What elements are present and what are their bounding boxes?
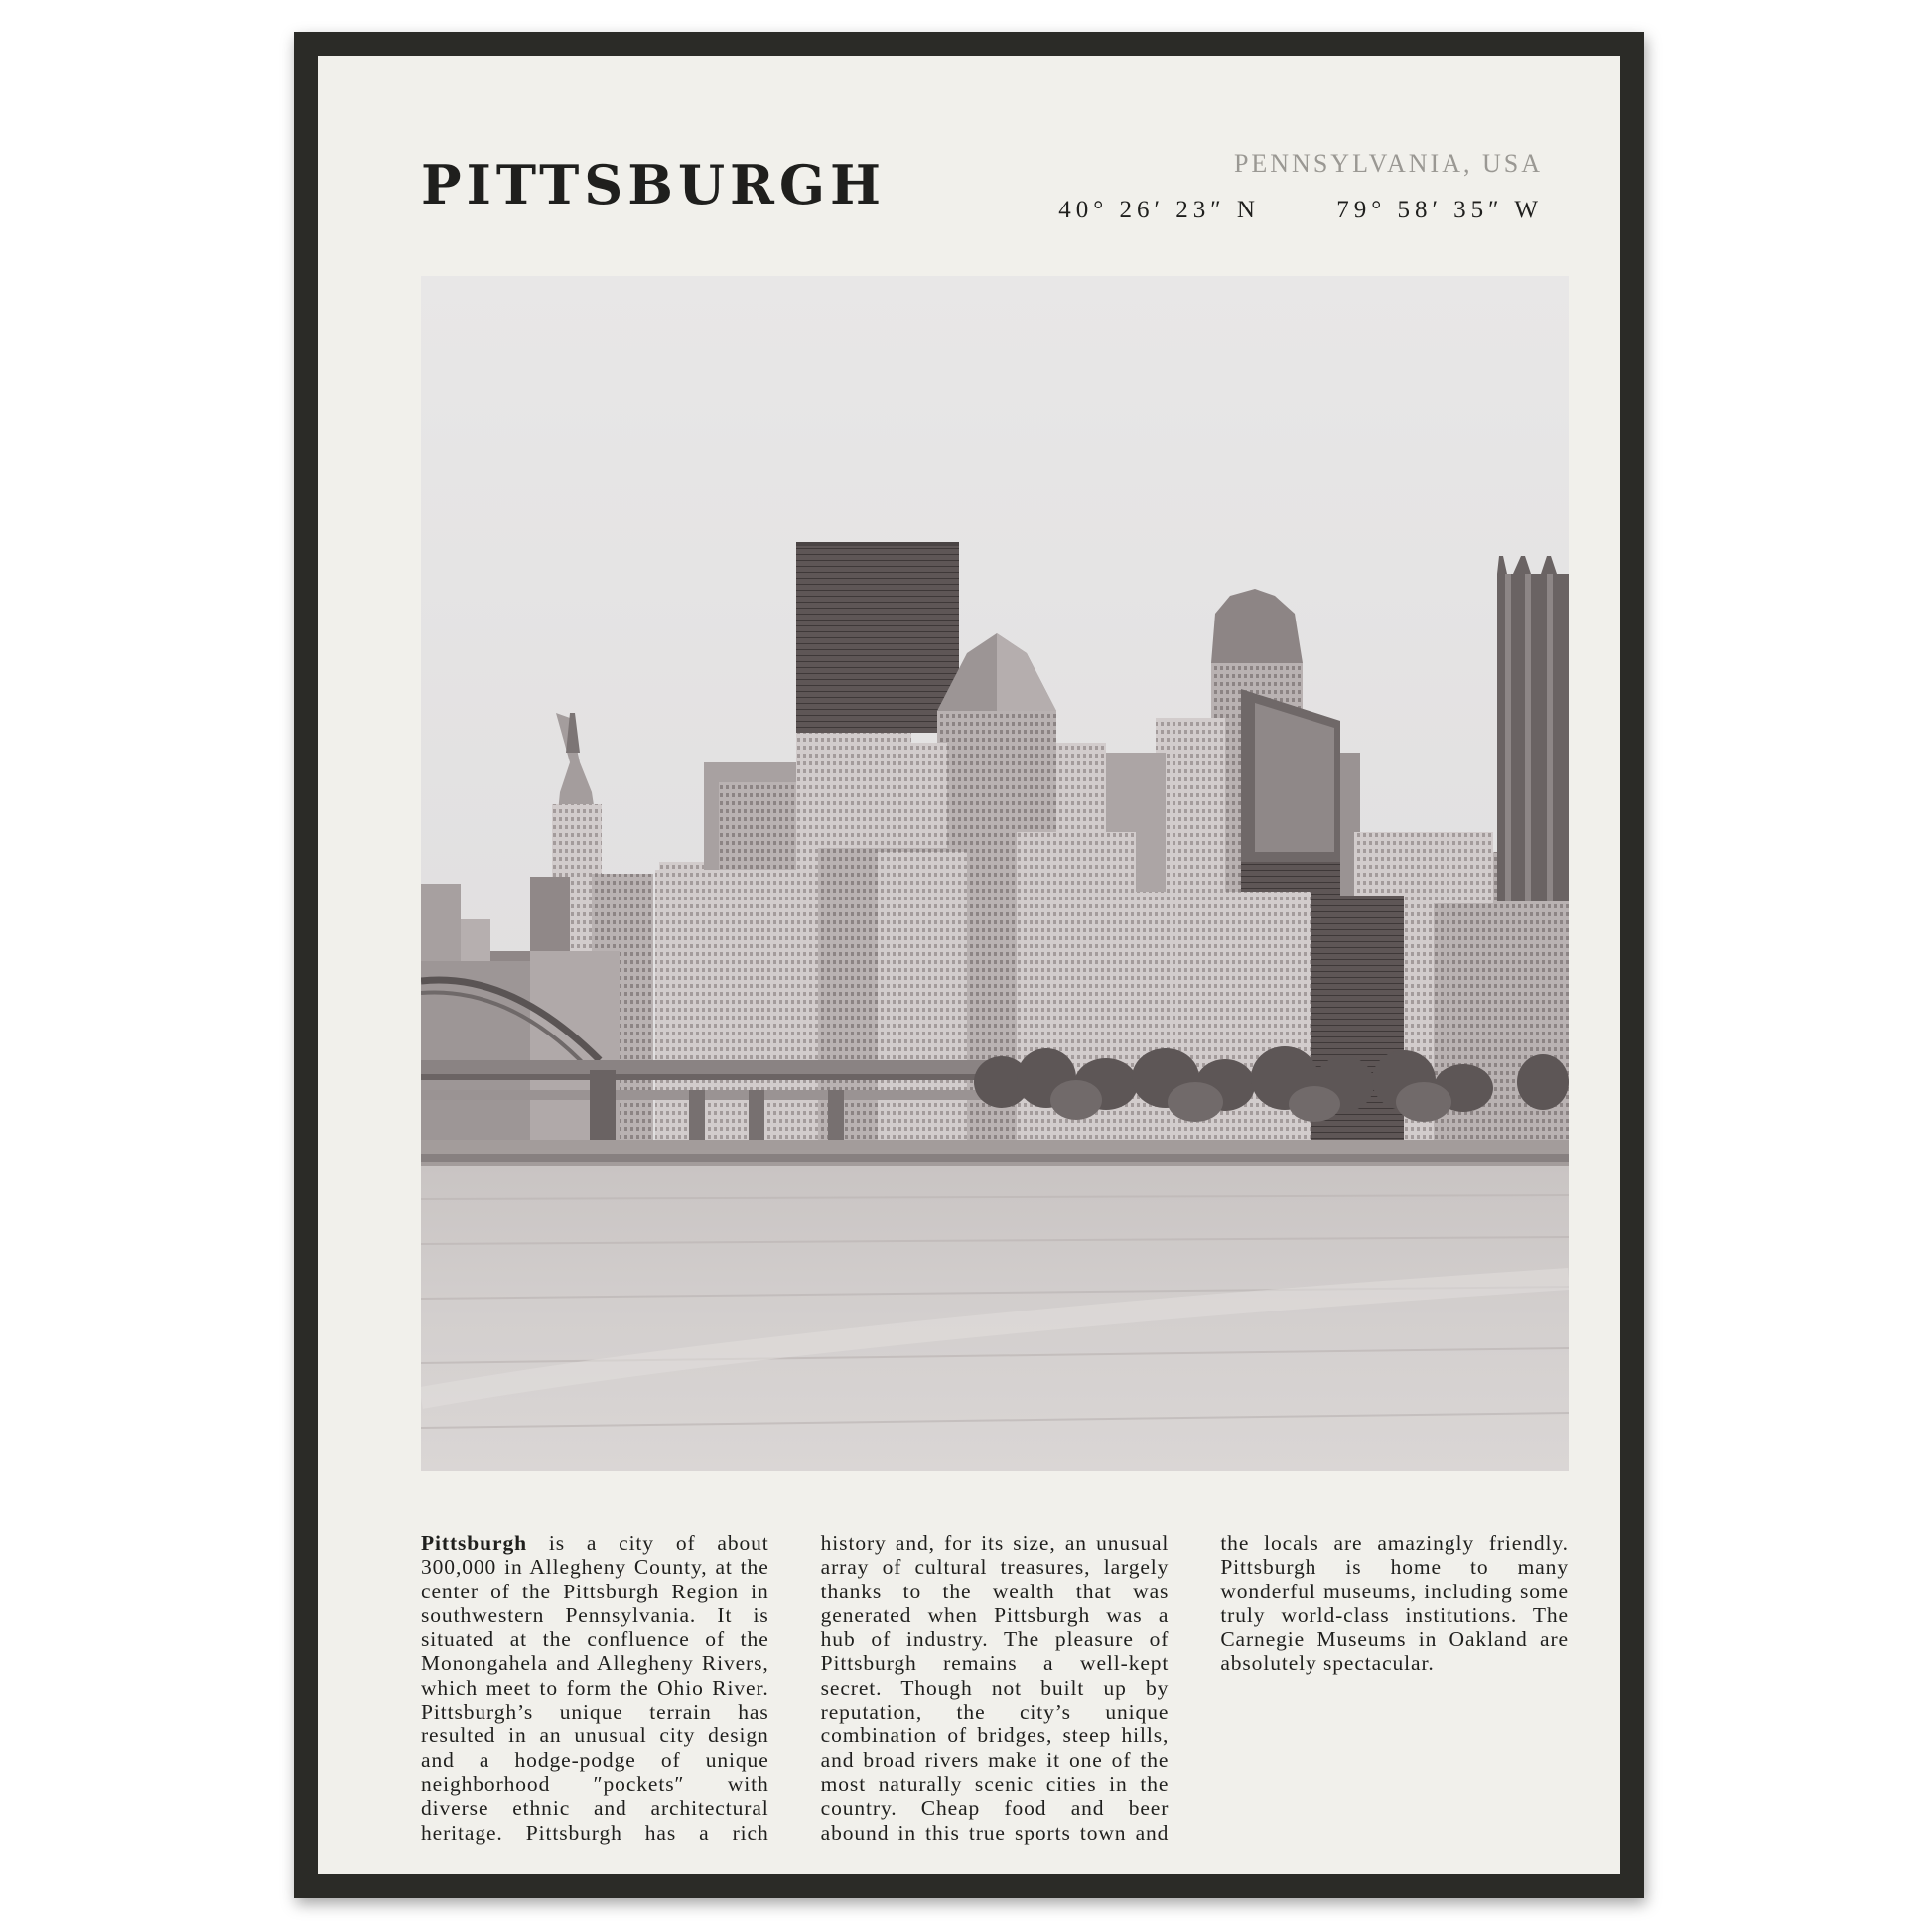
description-body: is a city of about 300,000 in Allegheny County, at the center of the Pittsburgh Region in southwestern Pennsylvania. It is situated at the confluence of the Monongahela and Allegheny Rivers, which meet to form the Ohio River. Pittsburgh’s unique terrain has resulted in an unusual city design and a hodge-podge of unique neighborhood ″pockets″ with diverse ethnic and architectural heritage. Pittsburgh has a rich history and, for its size, an unusual array of cultural treasures, largely thanks to the wealth that was generated when Pittsburgh was a hub of industry. The pleasure of Pittsburgh remains a well-kept secret. Though not built up by reputation, the city’s unique combination of bridges, steep hills, and broad rivers make it one of the most naturally scenic cities in the country. Cheap food and beer abound in this true sports town and the locals are amazingly friendly. Pittsburgh is home to many wonderful museums, including some truly world-class institutions. The Carnegie Museums in Oakland are absolutely spectacular. xyxy=(421,1531,1569,1845)
latitude: 40° 26′ 23″ N xyxy=(1058,197,1260,223)
poster-paper xyxy=(318,56,1620,1874)
coordinates xyxy=(1058,197,1543,224)
description xyxy=(421,1531,1569,1849)
longitude: 79° 58′ 35″ W xyxy=(1336,197,1543,223)
region-label: PENNSYLVANIA, USA xyxy=(1233,149,1543,178)
description-lead: Pittsburgh xyxy=(421,1531,527,1555)
city-skyline-photo xyxy=(421,276,1569,1471)
poster-frame xyxy=(294,32,1644,1898)
city-title: PITTSBURGH xyxy=(421,153,887,216)
